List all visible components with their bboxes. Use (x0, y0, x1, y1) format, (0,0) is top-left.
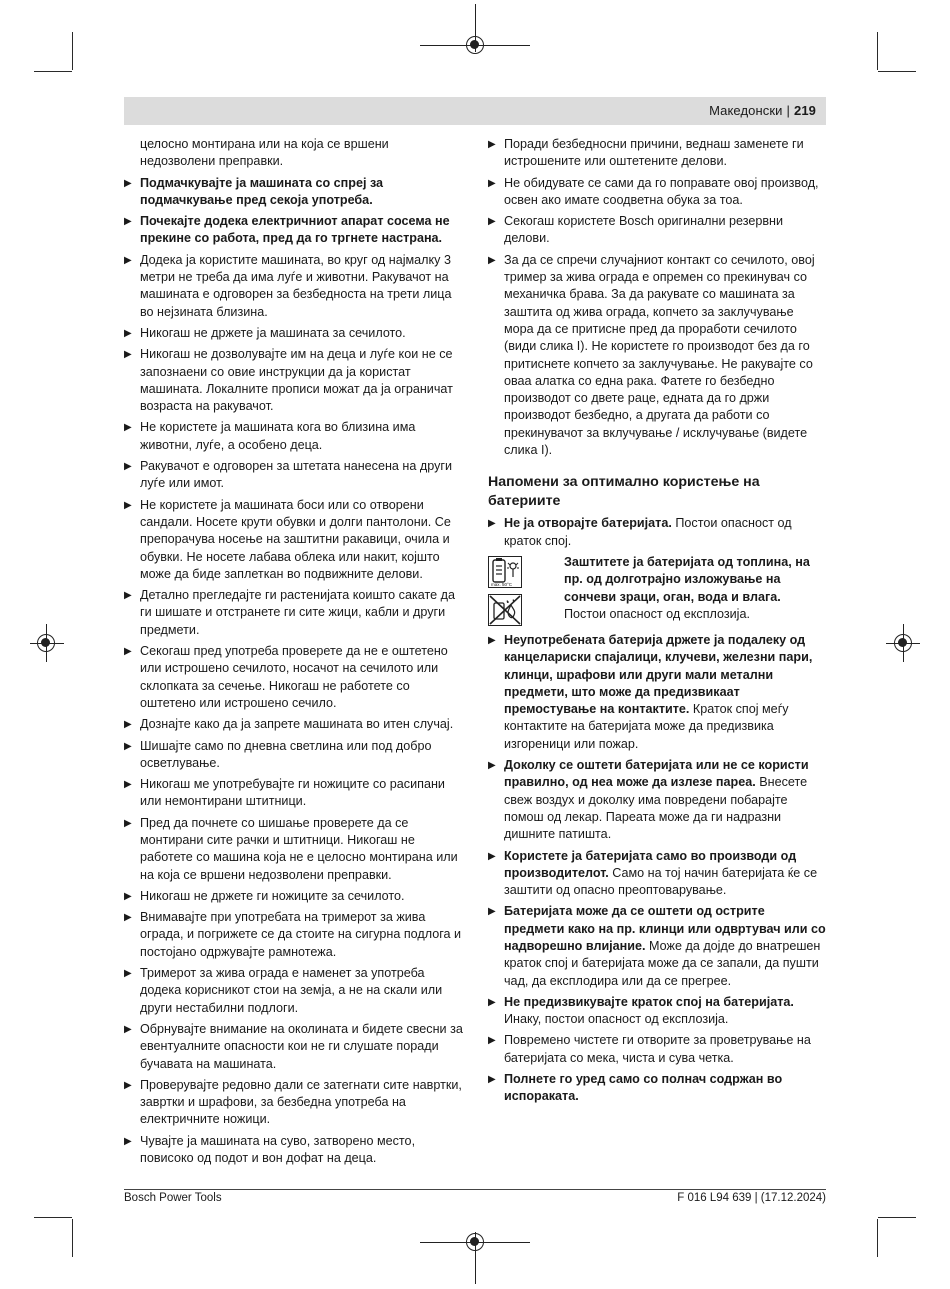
bullet-arrow-icon: ▶ (488, 1035, 496, 1047)
bullet-arrow-icon: ▶ (124, 327, 132, 339)
bullet-arrow-icon: ▶ (124, 254, 132, 266)
item-text: Тримерот за жива ограда е наменет за употреба додека корисникот стои на земја, а не на скали или други нестабилни подлоги. (140, 966, 443, 1015)
bullet-arrow-icon: ▶ (488, 996, 496, 1008)
bullet-arrow-icon: ▶ (488, 634, 496, 646)
bullet-arrow-icon: ▶ (488, 254, 496, 266)
heat-warning-rest: Постои опасност од експлозија. (564, 606, 750, 621)
item-text: Проверувајте редовно дали се затегнати сите навртки, завртки и шрафови, за безбедна употреба на електричните ножици. (140, 1077, 462, 1127)
intro-paragraph: целосно монтирана или на која се вршени недозволени преправки. (140, 137, 389, 169)
item-bold-text: Не предизвикувајте краток спој на батеријата. (504, 994, 794, 1009)
bullet-arrow-icon: ▶ (124, 1135, 132, 1147)
item-text: Не обидувате се сами да го поправате овој производ, освен ако имате соодветна обука за тоа. (504, 175, 819, 207)
footer-rule (124, 1189, 826, 1190)
section-heading: Напомени за оптимално користење на батериите (488, 474, 760, 510)
temperature-limit-icon (488, 556, 522, 588)
footer-doc-number: F 016 L94 639 | (17.12.2024) (677, 1192, 826, 1204)
list-item (488, 515, 826, 550)
bullet-arrow-icon: ▶ (488, 1074, 496, 1086)
bullet-arrow-icon: ▶ (124, 499, 132, 511)
battery-heat-warning (488, 554, 826, 628)
battery-bullet-list (488, 515, 826, 550)
list-item (124, 1077, 464, 1129)
bullet-arrow-icon: ▶ (124, 968, 132, 980)
list-item (124, 776, 464, 811)
item-text: За да се спречи случајниот контакт со сечилото, овој тример за жива ограда е опремен со прекинувач со механичка брава. За да ракувате со машината за заштита од жива ограда, копчето за заклучување мора да се притисне пред да проработи сечилото (види слика I). Не користете го производот без да го притиснете копчето за заклучување. Не ракувајте со оваа алатка со една рака. Фатете го безбедно производот со двете раце, едната да го држи производот безбедно, а другата да работи со прекинувачот за вклучување / исклучување (видете слика I). (504, 252, 815, 458)
item-text: Краток спој меѓу контактите на батеријата може да предизвика изгореници или пожар. (504, 702, 789, 751)
list-item (124, 497, 464, 583)
bullet-arrow-icon: ▶ (488, 139, 496, 150)
list-item (124, 738, 464, 773)
item-text: Шишајте само по дневна светлина или под добро осветлување. (140, 738, 432, 770)
left-bullet-list (124, 175, 464, 1168)
list-item (488, 757, 826, 843)
list-item (124, 346, 464, 415)
item-text: Никогаш не дозволувајте им на деца и луѓе кои не се запознаени со овие инструкции да ја користат машината. Локалните прописи можат да ја ограничат возраста на ракувачот. (140, 347, 453, 414)
item-text: Само на тој начин батеријата ќе се заштити од опасно преоптоварување. (504, 865, 818, 898)
list-item (124, 888, 464, 905)
left-column (124, 136, 464, 1171)
list-item (124, 909, 464, 961)
item-bold-text: Батеријата може да се оштети од острите предмети како на пр. клинци или одвртувач или со надворешно влијание. (504, 904, 826, 953)
bullet-arrow-icon: ▶ (124, 216, 132, 228)
list-item (488, 848, 826, 900)
list-item (124, 1021, 464, 1073)
list-item (488, 1032, 826, 1067)
bullet-arrow-icon: ▶ (124, 740, 132, 752)
bullet-arrow-icon: ▶ (488, 518, 496, 530)
list-item (124, 587, 464, 639)
list-item (488, 903, 826, 989)
item-text: Никогаш не држете ја машината за сечилото. (140, 325, 406, 340)
bullet-arrow-icon: ▶ (488, 906, 496, 918)
item-text: Внимавајте при употребата на тримерот за жива ограда, и погрижете се да стоите на сигурна подлога и постојано одржувајте рамнотежа. (140, 910, 462, 959)
page-header (124, 97, 826, 125)
list-item (124, 252, 464, 321)
bullet-arrow-icon: ▶ (124, 422, 132, 434)
icon-label: max. 50°C (491, 581, 513, 587)
item-text: Не користете ја машината боси или со отворени сандали. Носете крути обувки и долги пантолони. Се препорачува носење на заштитни ракавици, очила и обувки. Не носете лабава облека или накит, којшто може да биде заплеткан во подвижните делови. (140, 497, 451, 581)
item-text: Внесете свеж воздух и доколку има повредени побарајте помош од лекар. Пареата може да ги надразни дишните патишта. (504, 775, 808, 842)
list-item (124, 716, 464, 733)
list-item (488, 1071, 826, 1106)
list-item (124, 419, 464, 454)
bullet-arrow-icon: ▶ (488, 850, 496, 862)
item-bold-text: Почекајте додека електричниот апарат сосема не прекине со работа, пред да го тргнете настрана. (140, 214, 450, 246)
item-text: Инаку, постои опасност од експлозија. (504, 1012, 729, 1027)
bullet-arrow-icon: ▶ (124, 779, 132, 791)
list-item (124, 1133, 464, 1168)
list-item (124, 458, 464, 493)
list-item (124, 815, 464, 884)
bullet-arrow-icon: ▶ (488, 177, 496, 189)
item-bold-text: Подмачкувајте ја машината со спреј за подмачкување пред секоја употреба. (140, 175, 384, 207)
item-bold-text: Доколку се оштети батеријата или не се користи правилно, од неа може да излезе пареа. (504, 758, 809, 790)
item-text: Постои опасност од краток спој. (504, 516, 792, 548)
item-text: Додека ја користите машината, во круг од најмалку 3 метри не треба да има луѓе и животни. Ракувачот на машината е одговорен за безбедноста на трети лица во нејзината близина. (140, 252, 452, 319)
list-item (124, 213, 464, 248)
bullet-arrow-icon: ▶ (124, 590, 132, 602)
bullet-arrow-icon: ▶ (124, 912, 132, 924)
item-text: Секогаш користете Bosch оригинални резервни делови. (504, 214, 784, 246)
item-text: Ракувачот е одговорен за штетата нанесена на други луѓе или имот. (140, 459, 453, 491)
header-section: Македонски (709, 103, 783, 118)
item-text: Повремено чистете ги отворите за проветрување на батеријата со мека, чиста и сува четка. (504, 1033, 811, 1065)
item-text: Не користете ја машината кога во близина има животни, луѓе, а особено деца. (140, 420, 416, 452)
bullet-arrow-icon: ▶ (124, 890, 132, 902)
item-text: Чувајте ја машината на суво, затворено место, повисоко од подот и вон дофат на деца. (140, 1133, 416, 1166)
item-text: Никогаш не држете ги ножиците за сечилото. (140, 888, 405, 903)
item-bold-text: Не ја отворајте батеријата. (504, 516, 672, 531)
list-item (124, 325, 464, 342)
bullet-arrow-icon: ▶ (488, 760, 496, 772)
bullet-arrow-icon: ▶ (124, 177, 132, 189)
list-item (124, 643, 464, 712)
bullet-arrow-icon: ▶ (488, 216, 496, 228)
heat-warning-text (564, 554, 826, 623)
item-bold-text: Неупотребената батерија држете ја подалеку од канцелариски спајалици, клучеви, железни пари, клинци, шрафови или други мали метални предмети, што може да предизвикаат премостување на контактите. (504, 632, 813, 717)
item-text: Пред да почнете со шишање проверете да се монтирани сите рачки и штитници. Никогаш не работете со машина која не е целосно монтирана или на која се вршени недозволени преправки. (140, 815, 458, 882)
item-text: Поради безбедносни причини, веднаш заменете ги истрошените или оштетените делови. (504, 137, 804, 169)
list-item (488, 632, 826, 753)
footer-brand: Bosch Power Tools (124, 1192, 222, 1204)
item-text: Дознајте како да ја запрете машината во итен случај. (140, 717, 454, 732)
bullet-arrow-icon: ▶ (124, 719, 132, 731)
item-text: Секогаш пред употреба проверете да не е оштетено или истрошено сечилото, носачот на сечилото или склопката за сечење. Никогаш не работете со оштетено или истрошено сечило. (140, 644, 448, 710)
right-bullet-list-top (488, 136, 826, 459)
item-bold-text: Полнете го уред само со полнач содржан во испораката. (504, 1072, 783, 1104)
list-item (124, 965, 464, 1017)
list-item (488, 994, 826, 1029)
heat-warning-bold: Заштитете ја батеријата од топлина, на пр. од долготрајно изложување на сончеви зраци, оган, вода и влага. (564, 554, 810, 604)
bullet-arrow-icon: ▶ (124, 349, 132, 361)
list-item (124, 175, 464, 210)
list-item (488, 136, 826, 171)
no-fire-water-icon (488, 594, 522, 626)
header-separator: | (786, 103, 790, 118)
list-item (488, 213, 826, 248)
bullet-arrow-icon: ▶ (124, 817, 132, 829)
list-item (488, 252, 826, 460)
bullet-arrow-icon: ▶ (124, 461, 132, 473)
item-text: Детално прегледајте ги растенијата коишто сакате да ги шишате и отстранете ги сите жици, кабли и други предмети. (140, 588, 455, 637)
page-number: 219 (794, 103, 816, 118)
bullet-arrow-icon: ▶ (124, 646, 132, 658)
item-text: Обрнувајте внимание на околината и бидете свесни за евентуалните опасности кои не ги слушате поради бучавата на машината. (140, 1021, 463, 1071)
header-text (709, 103, 816, 118)
list-item (488, 175, 826, 210)
right-column (488, 136, 826, 1110)
item-bold-text: Користете ја батеријата само во производи од производителот. (504, 848, 797, 880)
item-text: Може да дојде до внатрешен краток спој и батеријата може да се запали, да пушти чад, да експлодира или да се прегрее. (504, 938, 821, 988)
item-text: Никогаш ме употребувајте ги ножиците со расипани или немонтирани штитници. (140, 777, 445, 809)
bullet-arrow-icon: ▶ (124, 1023, 132, 1035)
right-bullet-list-bottom (488, 632, 826, 1106)
bullet-arrow-icon: ▶ (124, 1079, 132, 1091)
